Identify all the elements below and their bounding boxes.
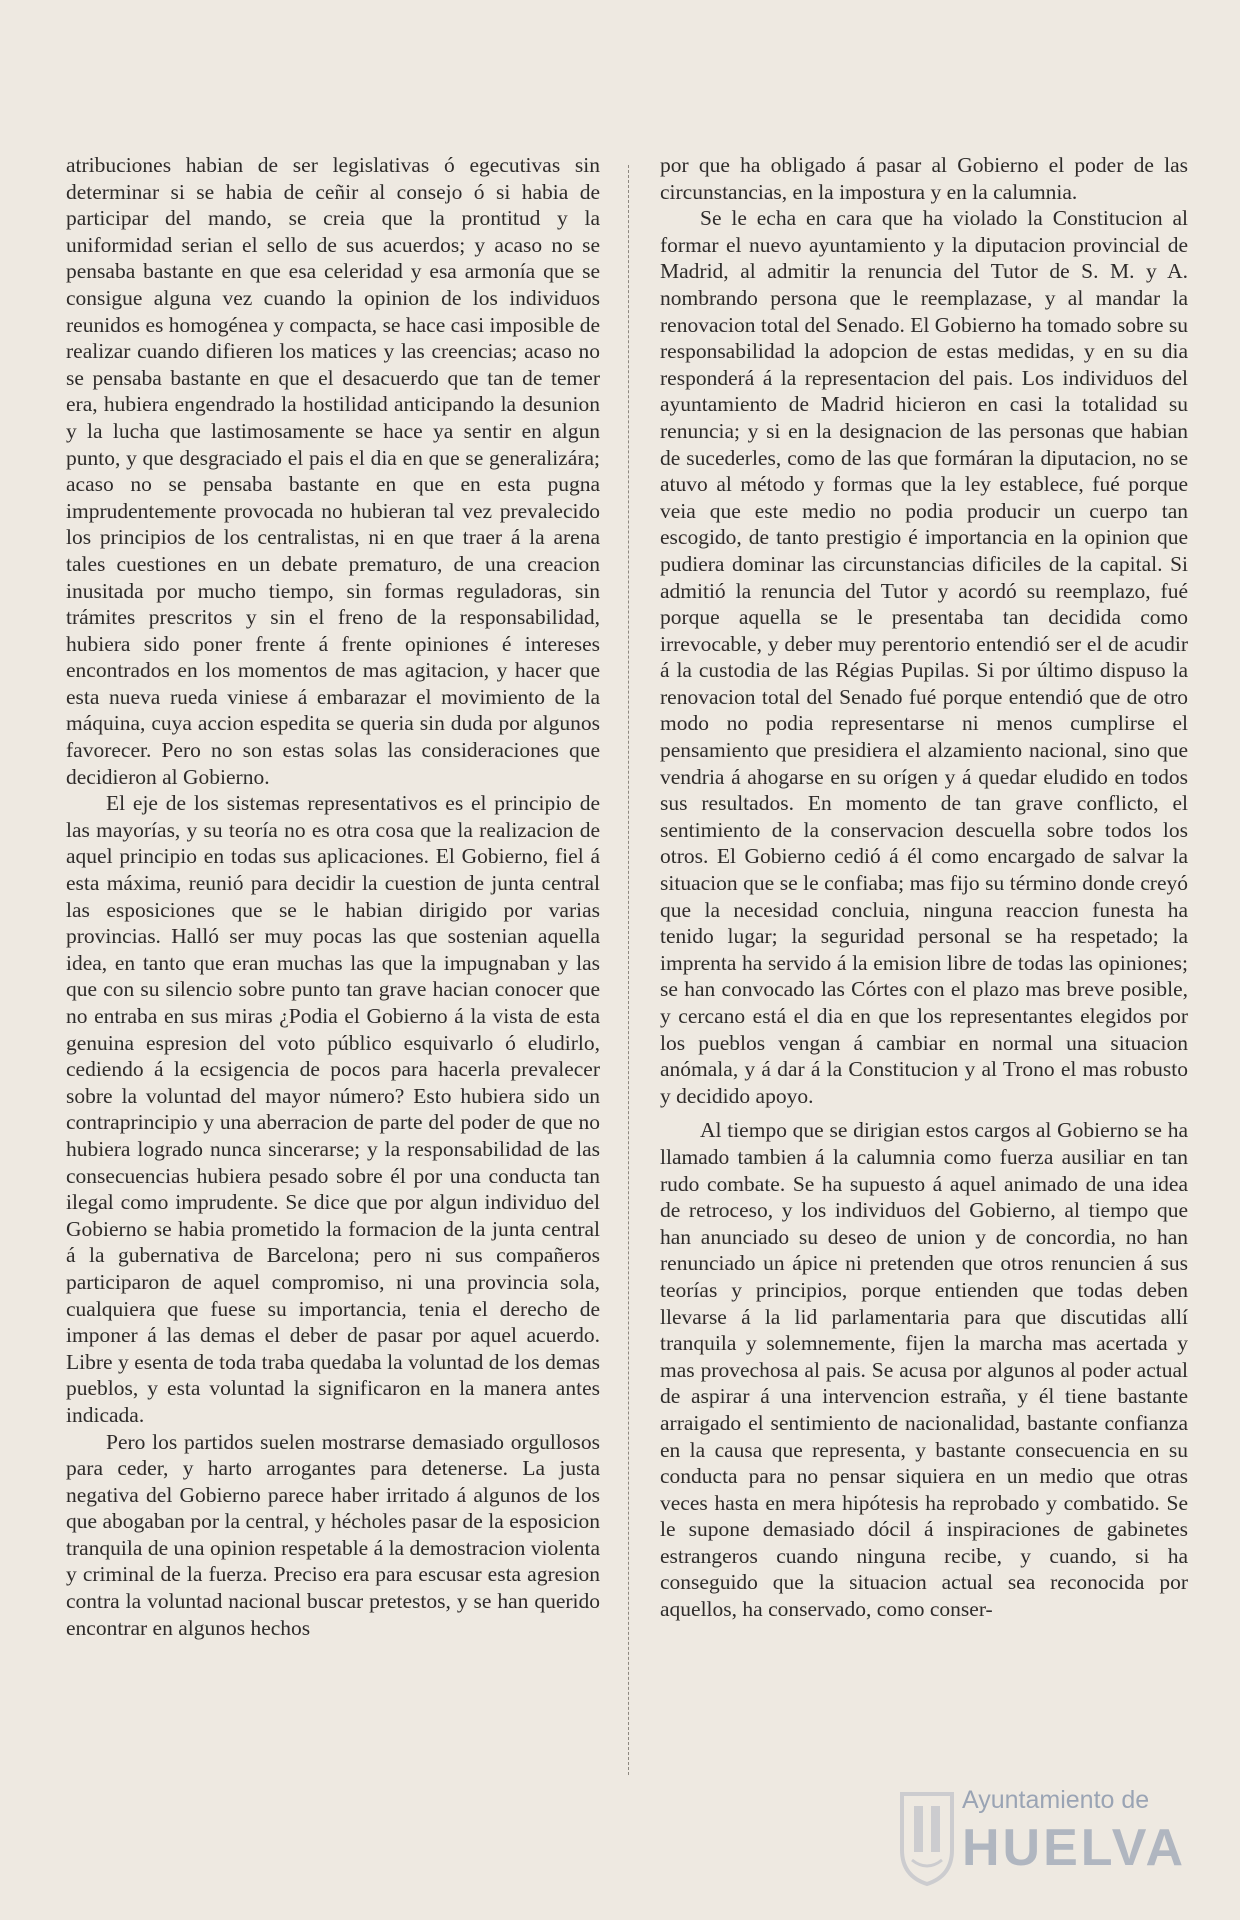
left-paragraph-3: Pero los partidos suelen mostrarse demasiado orgullosos para ceder, y harto arrogantes para detenerse. La justa negativa del Gobierno parece haber irritado á algunos de los que abogaban por la central, y hécholes pasar de la esposicion tranquila de una opinion respetable á la demostracion violenta y criminal de la fuerza. Preciso era para escusar esta agresion contra la voluntad nacional buscar pretestos, y se han querido encontrar en algunos hechos: [66, 1429, 600, 1640]
watermark-line-2: HUELVA: [962, 1819, 1187, 1877]
left-column: [66, 152, 600, 1641]
column-divider: [628, 165, 629, 1775]
left-paragraph-2: El eje de los sistemas representativos es el principio de las mayorías, y su teoría no es otra cosa que la realizacion de aquel principio en todas sus aplicaciones. El Gobierno, fiel á esta máxima, reunió para decidir la cuestion de junta central las esposiciones que se le habian dirigido por varias provincias. Halló ser muy pocas las que sostenian aquella idea, en tanto que eran muchas las que la impugnaban y las que con su silencio sobre punto tan grave hacian conocer que no entraba en sus miras ¿Podia el Gobierno á la vista de esta genuina espresion del voto público esquivarlo ó eludirlo, cediendo á la ecsigencia de pocos para hacerla prevalecer sobre la voluntad del mayor número? Esto hubiera sido un contraprincipio y una aberracion de parte del poder de que no hubiera logrado nunca sincerarse; y la responsabilidad de las consecuencias hubiera pesado sobre él por una conducta tan ilegal como imprudente. Se dice que por algun individuo del Gobierno se habia prometido la formacion de la junta central á la gubernativa de Barcelona; pero ni sus compañeros participaron de aquel compromiso, ni una provincia sola, cualquiera que fuese su importancia, tenia el derecho de imponer á las demas el deber de pasar por aquel acuerdo. Libre y esenta de toda traba quedaba la voluntad de los demas pueblos, y esta voluntad la significaron en la manera antes indicada.: [66, 791, 600, 1427]
right-column: [660, 152, 1188, 1623]
right-paragraph-1: por que ha obligado á pasar al Gobierno el poder de las circunstancias, en la impostura y en la calumnia.: [660, 153, 1188, 204]
right-paragraph-2: Se le echa en cara que ha violado la Constitucion al formar el nuevo ayuntamiento y la diputacion provincial de Madrid, al admitir la renuncia del Tutor de S. M. y A. nombrando persona que le reemplazase, y al mandar la renovacion total del Senado. El Gobierno ha tomado sobre su responsabilidad la adopcion de estas medidas, y en su dia responderá á la representacion del pais. Los individuos del ayuntamiento de Madrid hicieron en casi la totalidad su renuncia; y si en la designacion de las personas que habian de sucederles, como de las que formáran la diputacion, no se atuvo al método y formas que la ley establece, fué porque veia que este medio no podia producir un cuerpo tan escogido, de tanto prestigio é importancia en la opinion que pudiera dominar las circunstancias dificiles de la capital. Si admitió la renuncia del Tutor y acordó su reemplazo, fué porque aquella se le presentaba tan decidida como irrevocable, y deber muy perentorio entendió ser el de acudir á la custodia de las Régias Pupilas. Si por último dispuso la renovacion total del Senado fué porque entendió que de otro modo no podia representarse ni menos cumplirse el pensamiento que presidiera el alzamiento nacional, sino que vendria á ahogarse en su orígen y á quedar eludido en todos sus resultados. En momento de tan grave conflicto, el sentimiento de la conservacion descuella sobre todos los otros. El Gobierno cedió á él como encargado de salvar la situacion que se le confiaba; mas fijo su término donde creyó que la necesidad concluia, ninguna reaccion funesta ha tenido lugar; la seguridad personal se ha respetado; la imprenta ha servido á la emision libre de todas las opiniones; se han convocado las Córtes con el plazo mas breve posible, y cercano está el dia en que los representantes elegidos por los pueblos vengan á cambiar en normal una situacion anómala, y á dar á la Constitucion y al Trono el mas robusto y decidido apoyo.: [660, 206, 1188, 1108]
watermark-line-1: Ayuntamiento de: [962, 1786, 1150, 1814]
right-paragraph-3: Al tiempo que se dirigian estos cargos al Gobierno se ha llamado tambien á la calumnia como fuerza ausiliar en tan rudo combate. Se ha supuesto á aquel animado de una idea de retroceso, y los individuos del Gobierno, al tiempo que han anunciado su deseo de union y de concordia, no han renunciado un ápice ni pretenden que otros renuncien á sus teorías y principios, porque entienden que todas deben llevarse á la lid parlamentaria para que discutidas allí tranquila y solemnemente, fijen la marcha mas acertada y mas provechosa al pais. Se acusa por algunos al poder actual de aspirar á una intervencion estraña, y él tiene bastante arraigado el sentimiento de nacionalidad, bastante confianza en la causa que representa, y bastante consecuencia en su conducta para no pensar siquiera en un medio que otras veces hasta en mera hipótesis ha reprobado y combatido. Se le supone demasiado dócil á inspiraciones de gabinetes estrangeros cuando ninguna recibe, y cuando, si ha conseguido que la situacion actual sea reconocida por aquellos, ha conservado, como conser-: [660, 1118, 1188, 1622]
left-paragraph-1: atribuciones habian de ser legislativas ó egecutivas sin determinar si se habia de ceñir al consejo ó si habia de participar del mando, se creia que la prontitud y la uniformidad serian el sello de sus acuerdos; y acaso no se pensaba bastante en que esa celeridad y esa armonía que se consigue alguna vez cuando la opinion de los individuos reunidos es homogénea y compacta, se hace casi imposible de realizar cuando difieren los matices y las creencias; acaso no se pensaba bastante en que el desacuerdo que tan de temer era, hubiera engendrado la hostilidad anticipando la desunion y la lucha que lastimosamente se hace ya sentir en algun punto, y que desgraciado el pais el dia en que se generalizára; acaso no se pensaba bastante en que en esta pugna imprudentemente provocada no hubieran tal vez prevalecido los principios de los centralistas, ni en que traer á la arena tales cuestiones en un debate prematuro, de una creacion inusitada por mucho tiempo, sin formas reguladoras, sin trámites prescritos y sin el freno de la responsabilidad, hubiera sido poner frente á frente opiniones é intereses encontrados en los momentos de mas agitacion, y hacer que esta nueva rueda viniese á embarazar el movimiento de la máquina, cuya accion espedita se queria sin duda por algunos favorecer. Pero no son estas solas las consideraciones que decidieron al Gobierno.: [66, 153, 600, 789]
